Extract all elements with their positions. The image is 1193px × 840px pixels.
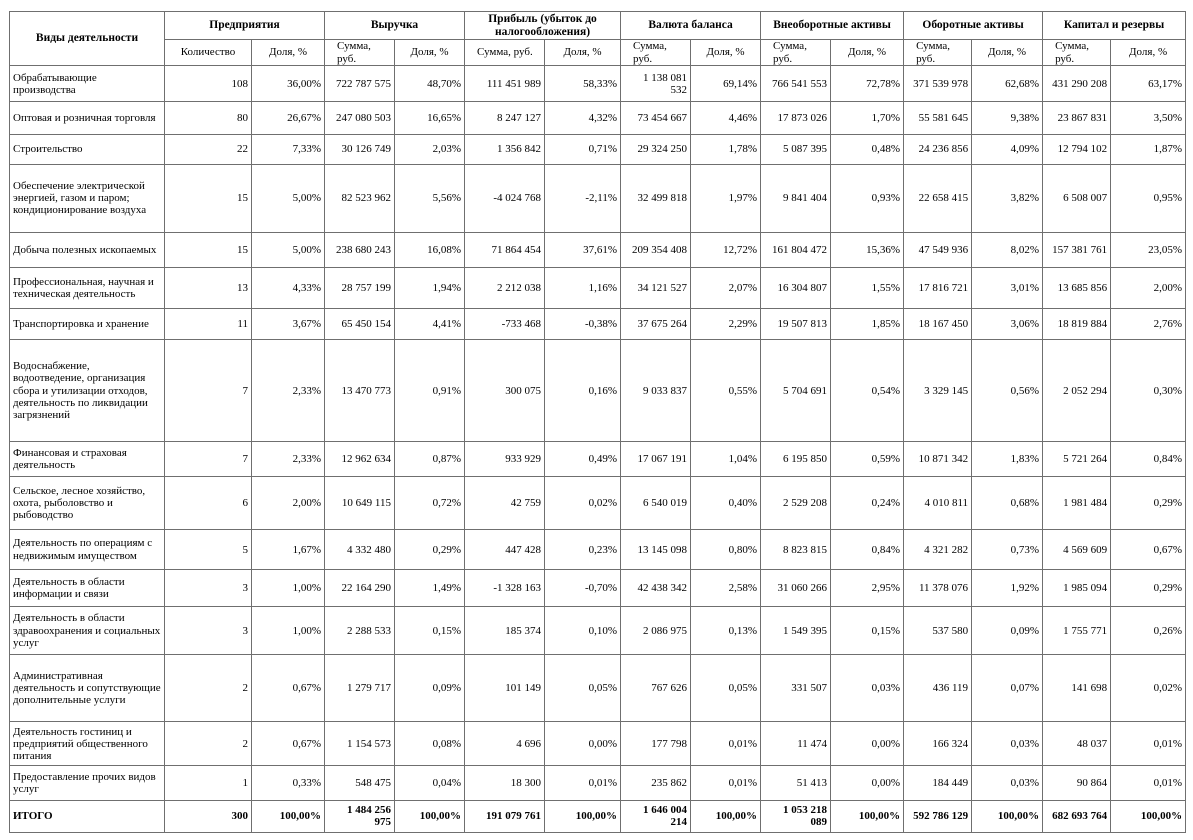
amount-cell: 16 304 807 xyxy=(761,268,831,308)
share-cell: 0,01% xyxy=(691,766,761,800)
share-cell: 0,26% xyxy=(1111,607,1186,654)
amount-cell: 1 985 094 xyxy=(1043,570,1111,607)
amount-cell: 2 288 533 xyxy=(325,607,395,654)
table-row xyxy=(10,268,1186,308)
amount-cell: 18 819 884 xyxy=(1043,308,1111,339)
share-cell: 0,05% xyxy=(691,654,761,721)
amount-cell: 682 693 764 xyxy=(1043,800,1111,832)
amount-cell: 17 816 721 xyxy=(904,268,972,308)
share-cell: 36,00% xyxy=(252,66,325,102)
subheader-amount: Количество xyxy=(165,40,252,66)
amount-cell: 5 087 395 xyxy=(761,135,831,164)
table-row xyxy=(10,135,1186,164)
amount-cell: 767 626 xyxy=(621,654,691,721)
share-cell: 0,15% xyxy=(831,607,904,654)
header-enterprises: Предприятия xyxy=(165,12,325,40)
amount-cell: 30 126 749 xyxy=(325,135,395,164)
amount-cell: 4 696 xyxy=(465,722,545,766)
amount-cell: 1 138 081 532 xyxy=(621,66,691,102)
amount-cell: 177 798 xyxy=(621,722,691,766)
amount-cell: 13 145 098 xyxy=(621,529,691,569)
header-balance-total: Валюта баланса xyxy=(621,12,761,40)
amount-cell: 51 413 xyxy=(761,766,831,800)
amount-cell: 548 475 xyxy=(325,766,395,800)
table-row xyxy=(10,442,1186,476)
amount-cell: 31 060 266 xyxy=(761,570,831,607)
share-cell: 5,00% xyxy=(252,164,325,232)
share-cell: 0,68% xyxy=(972,476,1043,529)
share-cell: 1,97% xyxy=(691,164,761,232)
amount-cell: 6 508 007 xyxy=(1043,164,1111,232)
share-cell: 8,02% xyxy=(972,233,1043,268)
count-cell: 3 xyxy=(165,607,252,654)
share-cell: 0,01% xyxy=(691,722,761,766)
subheader-share: Доля, % xyxy=(545,40,621,66)
amount-cell: 1 646 004 214 xyxy=(621,800,691,832)
share-cell: 5,56% xyxy=(395,164,465,232)
share-cell: 0,00% xyxy=(831,722,904,766)
table-row xyxy=(10,308,1186,339)
share-cell: 1,04% xyxy=(691,442,761,476)
amount-cell: 5 721 264 xyxy=(1043,442,1111,476)
table-row xyxy=(10,766,1186,800)
share-cell: 1,85% xyxy=(831,308,904,339)
table-row xyxy=(10,476,1186,529)
share-cell: 5,00% xyxy=(252,233,325,268)
header-revenue: Выручка xyxy=(325,12,465,40)
share-cell: 0,01% xyxy=(1111,722,1186,766)
amount-cell: 2 052 294 xyxy=(1043,339,1111,442)
share-cell: 0,67% xyxy=(252,722,325,766)
share-cell: 48,70% xyxy=(395,66,465,102)
amount-cell: 1 279 717 xyxy=(325,654,395,721)
share-cell: 0,73% xyxy=(972,529,1043,569)
share-cell: 0,16% xyxy=(545,339,621,442)
share-cell: 2,29% xyxy=(691,308,761,339)
amount-cell: 185 374 xyxy=(465,607,545,654)
table-row xyxy=(10,164,1186,232)
subheader-amount: Сумма, руб. xyxy=(465,40,545,66)
activity-name: Финансовая и страховая деятельность xyxy=(10,442,165,476)
amount-cell: 17 873 026 xyxy=(761,102,831,135)
share-cell: 37,61% xyxy=(545,233,621,268)
share-cell: 0,84% xyxy=(831,529,904,569)
count-cell: 7 xyxy=(165,339,252,442)
share-cell: 0,08% xyxy=(395,722,465,766)
table-row xyxy=(10,570,1186,607)
count-cell: 5 xyxy=(165,529,252,569)
share-cell: 1,92% xyxy=(972,570,1043,607)
amount-cell: 47 549 936 xyxy=(904,233,972,268)
amount-cell: 82 523 962 xyxy=(325,164,395,232)
amount-cell: -1 328 163 xyxy=(465,570,545,607)
amount-cell: 9 033 837 xyxy=(621,339,691,442)
activity-name: Оптовая и розничная торговля xyxy=(10,102,165,135)
share-cell: 4,41% xyxy=(395,308,465,339)
count-cell: 1 xyxy=(165,766,252,800)
amount-cell: 3 329 145 xyxy=(904,339,972,442)
share-cell: 0,84% xyxy=(1111,442,1186,476)
activity-name: Деятельность гостиниц и предприятий общественного питания xyxy=(10,722,165,766)
amount-cell: 1 981 484 xyxy=(1043,476,1111,529)
header-current-assets: Оборотные активы xyxy=(904,12,1043,40)
share-cell: 0,93% xyxy=(831,164,904,232)
amount-cell: 8 823 815 xyxy=(761,529,831,569)
amount-cell: 933 929 xyxy=(465,442,545,476)
share-cell: 0,54% xyxy=(831,339,904,442)
activity-name: Профессиональная, научная и техническая деятельность xyxy=(10,268,165,308)
count-cell: 15 xyxy=(165,164,252,232)
share-cell: 0,05% xyxy=(545,654,621,721)
amount-cell: 1 154 573 xyxy=(325,722,395,766)
share-cell: 1,49% xyxy=(395,570,465,607)
amount-cell: 23 867 831 xyxy=(1043,102,1111,135)
activity-name: Добыча полезных ископаемых xyxy=(10,233,165,268)
amount-cell: 157 381 761 xyxy=(1043,233,1111,268)
amount-cell: 1 356 842 xyxy=(465,135,545,164)
table-row xyxy=(10,233,1186,268)
amount-cell: 141 698 xyxy=(1043,654,1111,721)
amount-cell: 4 332 480 xyxy=(325,529,395,569)
share-cell: -0,38% xyxy=(545,308,621,339)
share-cell: 0,87% xyxy=(395,442,465,476)
count-cell: 108 xyxy=(165,66,252,102)
amount-cell: 11 378 076 xyxy=(904,570,972,607)
activity-name: Административная деятельность и сопутствующие дополнительные услуги xyxy=(10,654,165,721)
share-cell: 1,55% xyxy=(831,268,904,308)
share-cell: 1,78% xyxy=(691,135,761,164)
amount-cell: 12 794 102 xyxy=(1043,135,1111,164)
share-cell: 0,67% xyxy=(1111,529,1186,569)
share-cell: 72,78% xyxy=(831,66,904,102)
share-cell: 0,48% xyxy=(831,135,904,164)
amount-cell: 1 053 218 089 xyxy=(761,800,831,832)
share-cell: 0,30% xyxy=(1111,339,1186,442)
share-cell: 100,00% xyxy=(972,800,1043,832)
share-cell: 58,33% xyxy=(545,66,621,102)
subheader-share: Доля, % xyxy=(252,40,325,66)
amount-cell: 65 450 154 xyxy=(325,308,395,339)
share-cell: 0,07% xyxy=(972,654,1043,721)
table-row xyxy=(10,529,1186,569)
share-cell: 0,04% xyxy=(395,766,465,800)
amount-cell: 4 010 811 xyxy=(904,476,972,529)
count-cell: 22 xyxy=(165,135,252,164)
amount-cell: 10 649 115 xyxy=(325,476,395,529)
amount-cell: 447 428 xyxy=(465,529,545,569)
activity-name: Строительство xyxy=(10,135,165,164)
share-cell: 0,55% xyxy=(691,339,761,442)
amount-cell: 71 864 454 xyxy=(465,233,545,268)
share-cell: 0,02% xyxy=(545,476,621,529)
amount-cell: 111 451 989 xyxy=(465,66,545,102)
activity-name: Сельское, лесное хозяйство, охота, рыболовство и рыбоводство xyxy=(10,476,165,529)
table-row xyxy=(10,102,1186,135)
share-cell: 16,08% xyxy=(395,233,465,268)
count-cell: 80 xyxy=(165,102,252,135)
share-cell: 4,33% xyxy=(252,268,325,308)
amount-cell: 13 685 856 xyxy=(1043,268,1111,308)
amount-cell: 6 540 019 xyxy=(621,476,691,529)
share-cell: 9,38% xyxy=(972,102,1043,135)
count-cell: 7 xyxy=(165,442,252,476)
count-cell: 6 xyxy=(165,476,252,529)
share-cell: 3,50% xyxy=(1111,102,1186,135)
amount-cell: 13 470 773 xyxy=(325,339,395,442)
amount-cell: 5 704 691 xyxy=(761,339,831,442)
activity-name: Водоснабжение, водоотведение, организация сбора и утилизации отходов, деятельность по ликвидации загрязнений xyxy=(10,339,165,442)
share-cell: 7,33% xyxy=(252,135,325,164)
amount-cell: 722 787 575 xyxy=(325,66,395,102)
subheader-share: Доля, % xyxy=(691,40,761,66)
amount-cell: 11 474 xyxy=(761,722,831,766)
share-cell: 2,00% xyxy=(1111,268,1186,308)
share-cell: 100,00% xyxy=(545,800,621,832)
share-cell: 2,76% xyxy=(1111,308,1186,339)
share-cell: 1,16% xyxy=(545,268,621,308)
count-cell: 3 xyxy=(165,570,252,607)
share-cell: 0,23% xyxy=(545,529,621,569)
amount-cell: 247 080 503 xyxy=(325,102,395,135)
amount-cell: 161 804 472 xyxy=(761,233,831,268)
amount-cell: 48 037 xyxy=(1043,722,1111,766)
amount-cell: 4 569 609 xyxy=(1043,529,1111,569)
amount-cell: -733 468 xyxy=(465,308,545,339)
amount-cell: 73 454 667 xyxy=(621,102,691,135)
amount-cell: 42 759 xyxy=(465,476,545,529)
subheader-share: Доля, % xyxy=(1111,40,1186,66)
share-cell: 0,15% xyxy=(395,607,465,654)
share-cell: 4,09% xyxy=(972,135,1043,164)
activity-name: Предоставление прочих видов услуг xyxy=(10,766,165,800)
share-cell: 2,07% xyxy=(691,268,761,308)
share-cell: 0,40% xyxy=(691,476,761,529)
share-cell: 4,32% xyxy=(545,102,621,135)
share-cell: 100,00% xyxy=(252,800,325,832)
amount-cell: 2 529 208 xyxy=(761,476,831,529)
share-cell: 1,87% xyxy=(1111,135,1186,164)
amount-cell: 22 164 290 xyxy=(325,570,395,607)
amount-cell: 1 549 395 xyxy=(761,607,831,654)
amount-cell: 32 499 818 xyxy=(621,164,691,232)
amount-cell: 22 658 415 xyxy=(904,164,972,232)
share-cell: 3,82% xyxy=(972,164,1043,232)
amount-cell: 28 757 199 xyxy=(325,268,395,308)
share-cell: 0,49% xyxy=(545,442,621,476)
amount-cell: 24 236 856 xyxy=(904,135,972,164)
count-cell: 15 xyxy=(165,233,252,268)
share-cell: 4,46% xyxy=(691,102,761,135)
share-cell: 0,91% xyxy=(395,339,465,442)
total-label: ИТОГО xyxy=(10,800,165,832)
amount-cell: 12 962 634 xyxy=(325,442,395,476)
amount-cell: 166 324 xyxy=(904,722,972,766)
count-cell: 13 xyxy=(165,268,252,308)
amount-cell: 436 119 xyxy=(904,654,972,721)
amount-cell: 6 195 850 xyxy=(761,442,831,476)
share-cell: 2,33% xyxy=(252,339,325,442)
share-cell: 1,00% xyxy=(252,570,325,607)
share-cell: 2,00% xyxy=(252,476,325,529)
share-cell: -0,70% xyxy=(545,570,621,607)
activity-name: Обрабатывающие производства xyxy=(10,66,165,102)
amount-cell: 537 580 xyxy=(904,607,972,654)
share-cell: 100,00% xyxy=(831,800,904,832)
amount-cell: 238 680 243 xyxy=(325,233,395,268)
share-cell: 0,03% xyxy=(831,654,904,721)
amount-cell: 1 755 771 xyxy=(1043,607,1111,654)
share-cell: 0,03% xyxy=(972,766,1043,800)
activity-name: Обеспечение электрической энергией, газом и паром; кондиционирование воздуха xyxy=(10,164,165,232)
amount-cell: 331 507 xyxy=(761,654,831,721)
table-row xyxy=(10,339,1186,442)
share-cell: 0,29% xyxy=(1111,476,1186,529)
share-cell: 1,94% xyxy=(395,268,465,308)
amount-cell: 55 581 645 xyxy=(904,102,972,135)
subheader-share: Доля, % xyxy=(831,40,904,66)
share-cell: 69,14% xyxy=(691,66,761,102)
share-cell: 3,01% xyxy=(972,268,1043,308)
subheader-amount: Сумма, руб. xyxy=(325,40,395,66)
share-cell: 2,95% xyxy=(831,570,904,607)
amount-cell: 592 786 129 xyxy=(904,800,972,832)
share-cell: 1,83% xyxy=(972,442,1043,476)
share-cell: 0,59% xyxy=(831,442,904,476)
amount-cell: 101 149 xyxy=(465,654,545,721)
subheader-amount: Сумма, руб. xyxy=(904,40,972,66)
share-cell: 0,00% xyxy=(831,766,904,800)
activity-name: Деятельность в области здравоохранения и социальных услуг xyxy=(10,607,165,654)
share-cell: 2,03% xyxy=(395,135,465,164)
subheader-share: Доля, % xyxy=(395,40,465,66)
share-cell: 3,06% xyxy=(972,308,1043,339)
subheader-amount: Сумма, руб. xyxy=(761,40,831,66)
share-cell: 0,01% xyxy=(1111,766,1186,800)
amount-cell: 184 449 xyxy=(904,766,972,800)
count-cell: 300 xyxy=(165,800,252,832)
amount-cell: 9 841 404 xyxy=(761,164,831,232)
count-cell: 2 xyxy=(165,722,252,766)
share-cell: 0,00% xyxy=(545,722,621,766)
amount-cell: 300 075 xyxy=(465,339,545,442)
amount-cell: 37 675 264 xyxy=(621,308,691,339)
total-row xyxy=(10,800,1186,832)
amount-cell: 1 484 256 975 xyxy=(325,800,395,832)
share-cell: 3,67% xyxy=(252,308,325,339)
share-cell: 12,72% xyxy=(691,233,761,268)
activity-name: Транспортировка и хранение xyxy=(10,308,165,339)
header-profit: Прибыль (убыток до налогообложения) xyxy=(465,12,621,40)
share-cell: 0,67% xyxy=(252,654,325,721)
share-cell: 2,58% xyxy=(691,570,761,607)
amount-cell: -4 024 768 xyxy=(465,164,545,232)
amount-cell: 29 324 250 xyxy=(621,135,691,164)
activity-name: Деятельность в области информации и связи xyxy=(10,570,165,607)
table-row xyxy=(10,607,1186,654)
share-cell: 0,95% xyxy=(1111,164,1186,232)
amount-cell: 235 862 xyxy=(621,766,691,800)
share-cell: 0,29% xyxy=(1111,570,1186,607)
subheader-amount: Сумма, руб. xyxy=(621,40,691,66)
share-cell: 100,00% xyxy=(1111,800,1186,832)
amount-cell: 18 167 450 xyxy=(904,308,972,339)
share-cell: 0,80% xyxy=(691,529,761,569)
share-cell: 1,70% xyxy=(831,102,904,135)
table-row xyxy=(10,722,1186,766)
amount-cell: 766 541 553 xyxy=(761,66,831,102)
amount-cell: 90 864 xyxy=(1043,766,1111,800)
share-cell: 100,00% xyxy=(691,800,761,832)
amount-cell: 209 354 408 xyxy=(621,233,691,268)
amount-cell: 2 212 038 xyxy=(465,268,545,308)
count-cell: 11 xyxy=(165,308,252,339)
share-cell: 1,00% xyxy=(252,607,325,654)
subheader-share: Доля, % xyxy=(972,40,1043,66)
share-cell: 0,10% xyxy=(545,607,621,654)
share-cell: 26,67% xyxy=(252,102,325,135)
share-cell: 63,17% xyxy=(1111,66,1186,102)
amount-cell: 191 079 761 xyxy=(465,800,545,832)
share-cell: 0,03% xyxy=(972,722,1043,766)
share-cell: 0,01% xyxy=(545,766,621,800)
share-cell: -2,11% xyxy=(545,164,621,232)
count-cell: 2 xyxy=(165,654,252,721)
share-cell: 0,71% xyxy=(545,135,621,164)
amount-cell: 2 086 975 xyxy=(621,607,691,654)
header-activity: Виды деятельности xyxy=(10,12,165,66)
share-cell: 62,68% xyxy=(972,66,1043,102)
share-cell: 0,13% xyxy=(691,607,761,654)
share-cell: 0,29% xyxy=(395,529,465,569)
subheader-amount: Сумма, руб. xyxy=(1043,40,1111,66)
amount-cell: 8 247 127 xyxy=(465,102,545,135)
share-cell: 23,05% xyxy=(1111,233,1186,268)
share-cell: 0,56% xyxy=(972,339,1043,442)
table-row xyxy=(10,66,1186,102)
share-cell: 100,00% xyxy=(395,800,465,832)
share-cell: 2,33% xyxy=(252,442,325,476)
share-cell: 16,65% xyxy=(395,102,465,135)
share-cell: 15,36% xyxy=(831,233,904,268)
amount-cell: 42 438 342 xyxy=(621,570,691,607)
header-capital-reserves: Капитал и резервы xyxy=(1043,12,1186,40)
share-cell: 1,67% xyxy=(252,529,325,569)
activity-name: Деятельность по операциям с недвижимым имуществом xyxy=(10,529,165,569)
amount-cell: 18 300 xyxy=(465,766,545,800)
table-row xyxy=(10,654,1186,721)
activity-table xyxy=(9,11,1186,833)
amount-cell: 19 507 813 xyxy=(761,308,831,339)
share-cell: 0,72% xyxy=(395,476,465,529)
share-cell: 0,33% xyxy=(252,766,325,800)
share-cell: 0,09% xyxy=(395,654,465,721)
amount-cell: 34 121 527 xyxy=(621,268,691,308)
amount-cell: 371 539 978 xyxy=(904,66,972,102)
amount-cell: 10 871 342 xyxy=(904,442,972,476)
share-cell: 0,09% xyxy=(972,607,1043,654)
share-cell: 0,02% xyxy=(1111,654,1186,721)
share-cell: 0,24% xyxy=(831,476,904,529)
header-noncurrent-assets: Внеоборотные активы xyxy=(761,12,904,40)
amount-cell: 17 067 191 xyxy=(621,442,691,476)
amount-cell: 4 321 282 xyxy=(904,529,972,569)
amount-cell: 431 290 208 xyxy=(1043,66,1111,102)
